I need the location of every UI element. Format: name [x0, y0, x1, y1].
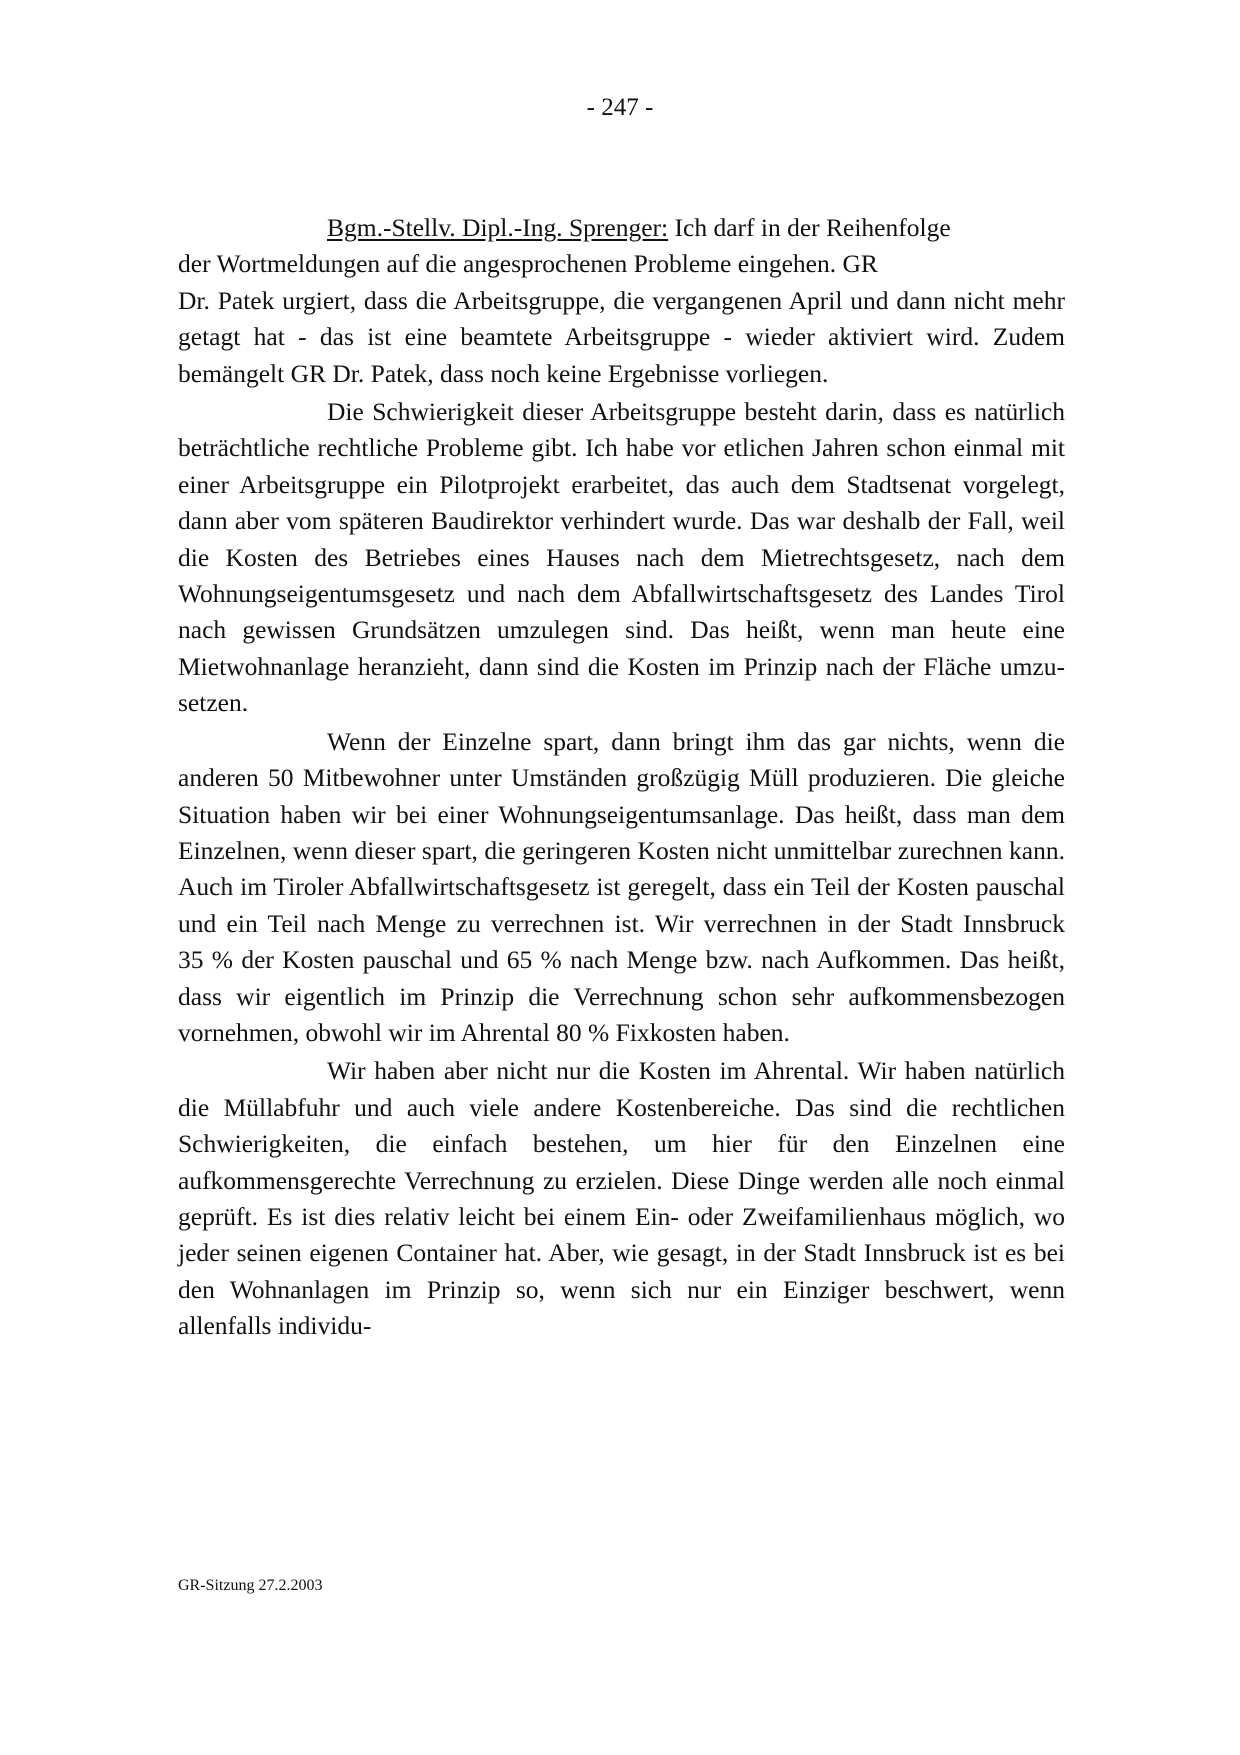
paragraph-3: Wenn der Einzelne spart, dann bringt ihm das gar nichts, wenn die anderen 50 Mitbewohner unter Umständen großzügig Müll produzieren. Die gleiche Situation haben wir bei einer Wohnungseigentumsanlage. Das heißt, dass man dem Einzelnen, wenn dieser spart, die geringeren Kosten nicht unmittelbar zurechnen kann. Auch im Tiroler Abfallwirtschaftsgesetz ist geregelt, dass ein Teil der Kosten pauschal und ein Teil nach Menge zu verrechnen ist. Wir verrechnen in der Stadt Innsbruck 35 % der Kosten pauschal und 65 % nach Menge bzw. nach Aufkommen. Das heißt, dass wir eigentlich im Prinzip die Verrechnung schon sehr aufkommensbezogen vornehmen, obwohl wir im Ahrental 80 % Fixkosten haben.	[178, 726, 1065, 1047]
paragraph-4: Wir haben aber nicht nur die Kosten im Ahrental. Wir haben natürlich die Müllabfuhr und auch viele andere Kostenbereiche. Das sind die rechtlichen Schwierigkeiten, die einfach bestehen, um hier für den Einzelnen eine aufkommensgerechte Verrechnung zu erzielen. Diese Dinge werden alle noch einmal geprüft. Es ist dies relativ leicht bei einem Ein- oder Zweifamilienhaus möglich, wo jeder seinen eigenen Container hat. Aber, wie gesagt, in der Stadt Innsbruck ist es bei den Wohnanlagen im Prinzip so, wenn sich nur ein Einziger beschwert, wenn allenfalls individu-	[178, 1056, 1065, 1341]
paragraph-2: Die Schwierigkeit dieser Arbeitsgruppe besteht darin, dass es natürlich beträchtliche rechtliche Probleme gibt. Ich habe vor etlichen Jahren schon einmal mit einer Arbeitsgruppe ein Pilotprojekt erarbeitet, das auch dem Stadtsenat vorgelegt, dann aber vom späteren Baudirektor verhindert wurde. Das war deshalb der Fall, weil die Kosten des Betriebes eines Hauses nach dem Mietrechtsgesetz, nach dem Wohnungseigentumsgesetz und nach dem Abfallwirtschaftsgesetz des Landes Tirol nach gewissen Grundsätzen umzulegen sind. Das heißt, wenn man heute eine Mietwohnanlage heranzieht, dann sind die Kosten im Prinzip nach der Fläche umzusetzen.	[178, 397, 1065, 718]
footer-session-date: GR-Sitzung 27.2.2003	[178, 1577, 323, 1594]
paragraph-1-line-2: der Wortmeldungen auf die angesprochenen Probleme eingehen. GR	[178, 249, 878, 279]
document-body	[178, 210, 1065, 1345]
paragraph-1-rest: Dr. Patek urgiert, dass die Arbeitsgruppe, die vergangenen April und dann nicht mehr getagt hat - das ist eine beamtete Arbeitsgruppe - wieder aktiviert wird. Zudem bemängelt GR Dr. Patek, dass noch keine Ergebnisse vorliegen.	[178, 285, 1065, 388]
speaker-name: Bgm.-Stellv. Dipl.-Ing. Sprenger:	[327, 213, 669, 242]
paragraph-1-line-1: Ich darf in der Reihenfolge	[674, 213, 951, 242]
paragraph-speaker-intro	[178, 210, 1065, 246]
page-number: - 247 -	[586, 94, 654, 121]
